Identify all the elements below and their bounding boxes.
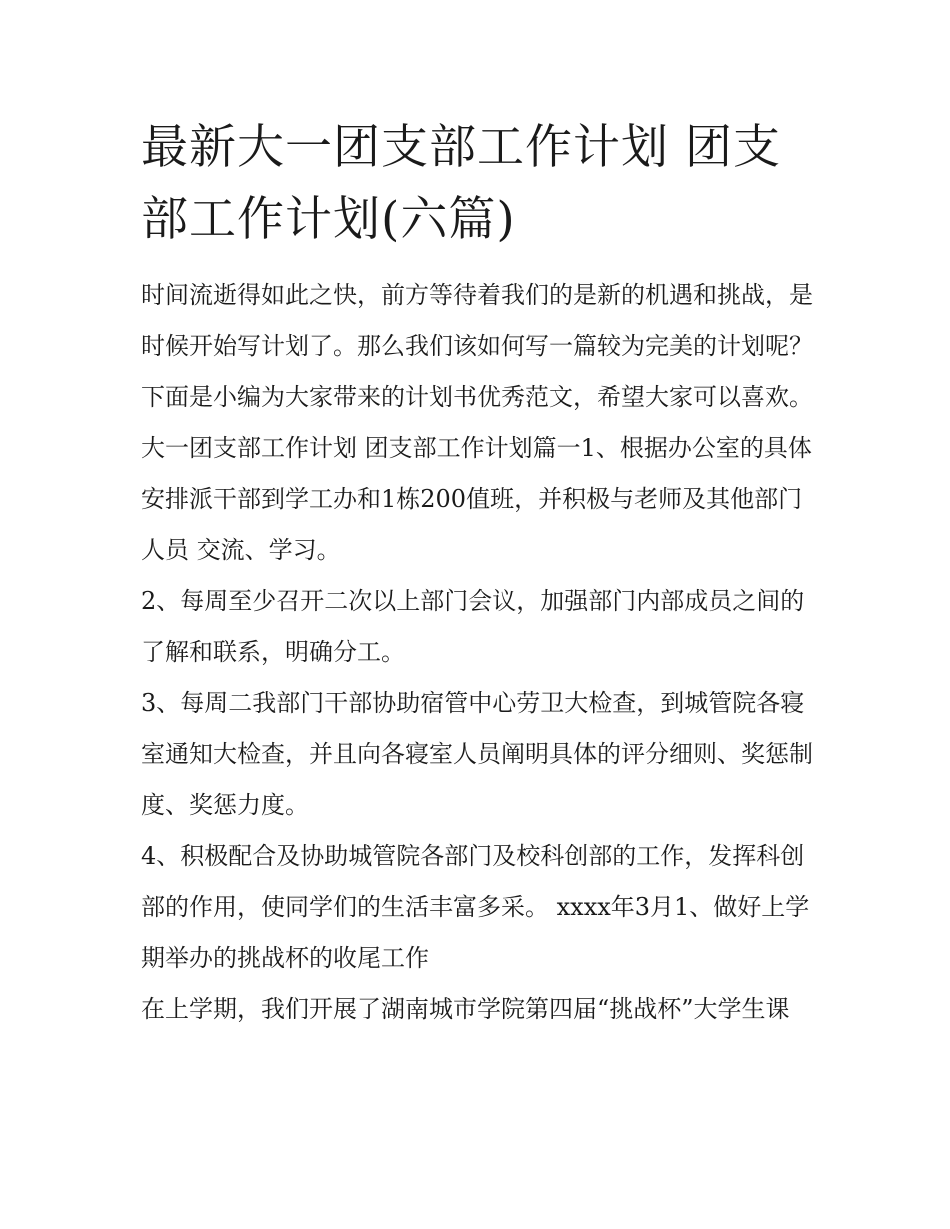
paragraph-section-3: 3、每周二我部门干部协助宿管中心劳卫大检查，到城管院各寝室通知大检查，并且向各寝室人员阐明具体的评分细则、奖惩制度、奖惩力度。 — [141, 689, 813, 819]
paragraph-section-4: 4、积极配合及协助城管院各部门及校科创部的工作，发挥科创部的作用，使同学们的生活丰富多采。 xxxx年3月1、做好上学期举办的挑战杯的收尾工作 — [141, 842, 810, 972]
document-body — [141, 270, 813, 1035]
paragraph-section-1: 大一团支部工作计划 团支部工作计划篇一1、根据办公室的具体安排派干部到学工办和1栋200值班，并积极与老师及其他部门人员 交流、学习。 — [141, 434, 812, 564]
paragraph-section-2: 2、每周至少召开二次以上部门会议，加强部门内部成员之间的了解和联系，明确分工。 — [141, 587, 805, 666]
paragraph-intro: 时间流逝得如此之快，前方等待着我们的是新的机遇和挑战，是时候开始写计划了。那么我们该如何写一篇较为完美的计划呢？下面是小编为大家带来的计划书优秀范文，希望大家可以喜欢。 — [141, 281, 813, 411]
paragraph-last-semester: 在上学期，我们开展了湖南城市学院第四届“挑战杯”大学生课 — [141, 995, 790, 1023]
document-page — [141, 112, 813, 1035]
document-title: 最新大一团支部工作计划 团支部工作计划(六篇) — [141, 120, 781, 247]
